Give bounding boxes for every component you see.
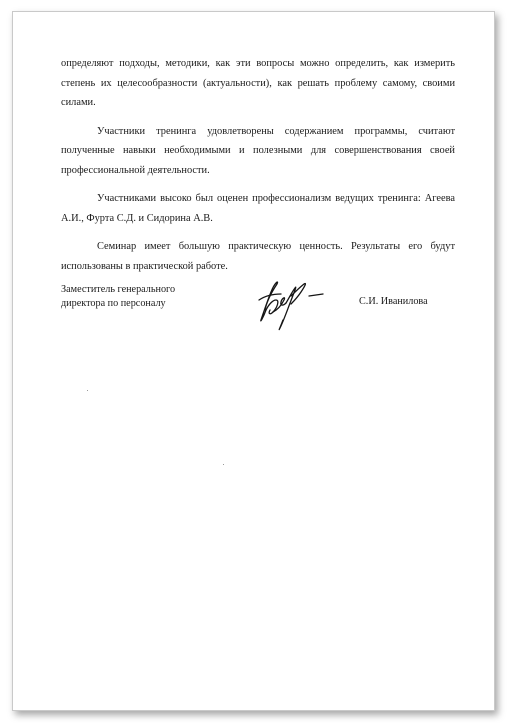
- paragraph-continuation: определяют подходы, методики, как эти вопросы можно определить, как измерить степень их целесообразности (актуальности), как решать проблему самому, своими силами.: [61, 58, 455, 108]
- signer-title-line-1: Заместитель генерального: [61, 284, 176, 295]
- letter-body: [61, 54, 455, 276]
- paragraph-participants-satisfied: Участники тренинга удовлетворены содержанием программы, считают полученные навыки необходимыми и полезными для совершенствования своей профессиональной деятельности.: [61, 125, 455, 176]
- signer-title: [61, 283, 221, 310]
- document-page: [12, 11, 495, 711]
- scan-speck: [87, 390, 88, 391]
- scan-speck: [223, 464, 224, 465]
- signer-name: С.И. Иванилова: [359, 296, 428, 307]
- paragraph-trainers-evaluation: Участниками высоко был оценен профессионализм ведущих тренинга: Агеева А.И., Фурта С.Д. и Сидорина А.В.: [61, 193, 455, 224]
- signer-title-line-2: директора по персоналу: [61, 297, 166, 309]
- signature-block: [61, 283, 461, 353]
- paragraph-seminar-value: Семинар имеет большую практическую ценность. Результаты его будут использованы в практической работе.: [61, 241, 455, 272]
- handwritten-signature: [251, 270, 351, 340]
